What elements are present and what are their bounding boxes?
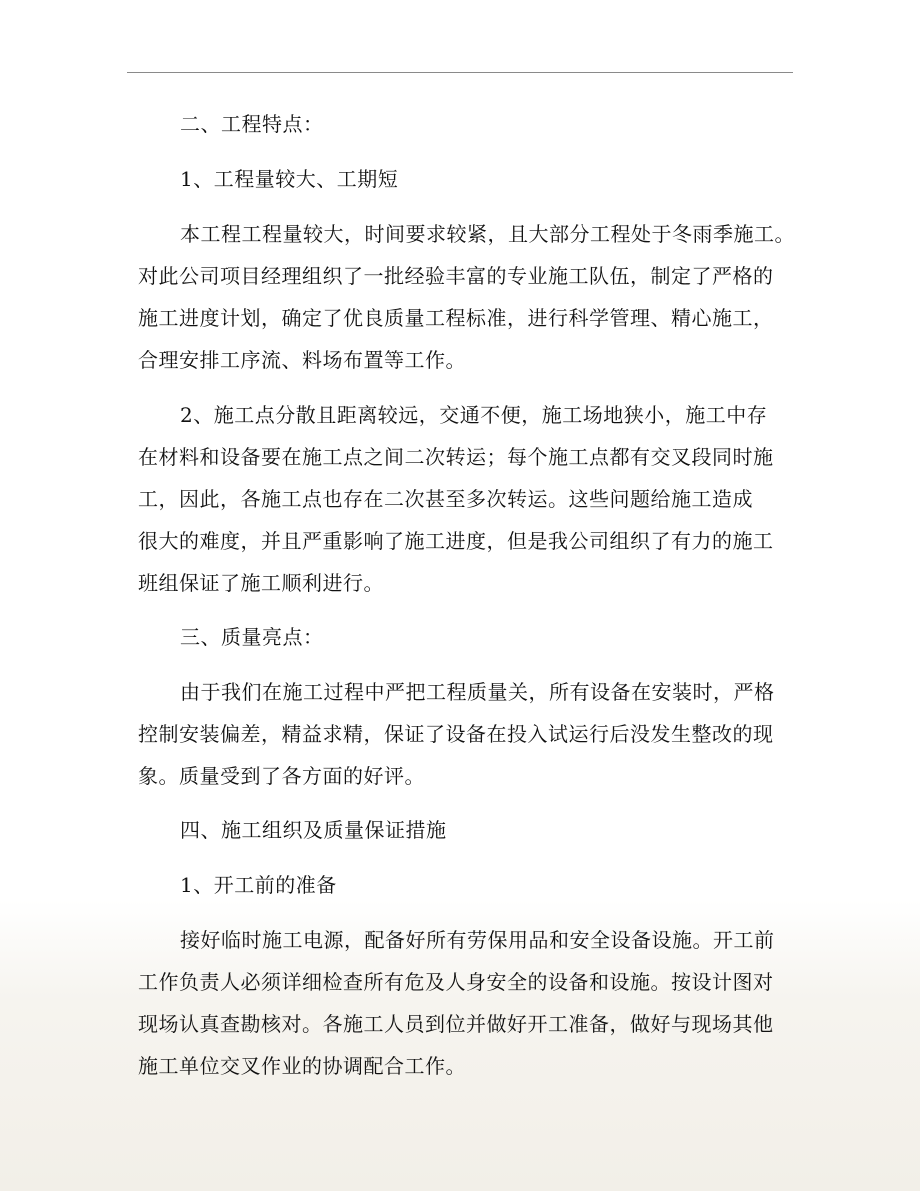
- paragraph-line: 工作负责人必须详细检查所有危及人身安全的设备和设施。按设计图对: [138, 970, 774, 994]
- section-heading-features: 二、工程特点：: [180, 112, 324, 136]
- paragraph-line: 对此公司项目经理组织了一批经验丰富的专业施工队伍，制定了严格的: [138, 264, 774, 288]
- paragraph-line: 象。质量受到了各方面的好评。: [138, 764, 425, 788]
- paragraph-line: 施工单位交叉作业的协调配合工作。: [138, 1054, 466, 1078]
- subheading-workload: 1、工程量较大、工期短: [180, 167, 399, 191]
- paragraph-line: 接好临时施工电源，配备好所有劳保用品和安全设备设施。开工前: [180, 928, 775, 952]
- paragraph-line: 在材料和设备要在施工点之间二次转运；每个施工点都有交叉段同时施: [138, 445, 774, 469]
- section-heading-quality: 三、质量亮点：: [180, 625, 324, 649]
- subheading-preparation: 1、开工前的准备: [180, 873, 337, 897]
- header-rule: [127, 72, 793, 73]
- section-heading-organization: 四、施工组织及质量保证措施: [180, 818, 447, 842]
- paragraph-line: 很大的难度，并且严重影响了施工进度，但是我公司组织了有力的施工: [138, 529, 774, 553]
- paragraph-line: 由于我们在施工过程中严把工程质量关，所有设备在安装时，严格: [180, 680, 775, 704]
- paragraph-line: 本工程工程量较大，时间要求较紧，且大部分工程处于冬雨季施工。: [180, 222, 795, 246]
- paragraph-line: 工，因此，各施工点也存在二次甚至多次转运。这些问题给施工造成: [138, 487, 753, 511]
- paragraph-line: 施工进度计划，确定了优良质量工程标准，进行科学管理、精心施工，: [138, 306, 774, 330]
- paragraph-line: 合理安排工序流、料场布置等工作。: [138, 348, 466, 372]
- paragraph-line: 现场认真查勘核对。各施工人员到位并做好开工准备，做好与现场其他: [138, 1012, 774, 1036]
- paragraph-line: 班组保证了施工顺利进行。: [138, 571, 384, 595]
- paragraph-line: 控制安装偏差，精益求精，保证了设备在投入试运行后没发生整改的现: [138, 722, 774, 746]
- paragraph-line: 2、施工点分散且距离较远，交通不便，施工场地狭小，施工中存: [180, 403, 768, 427]
